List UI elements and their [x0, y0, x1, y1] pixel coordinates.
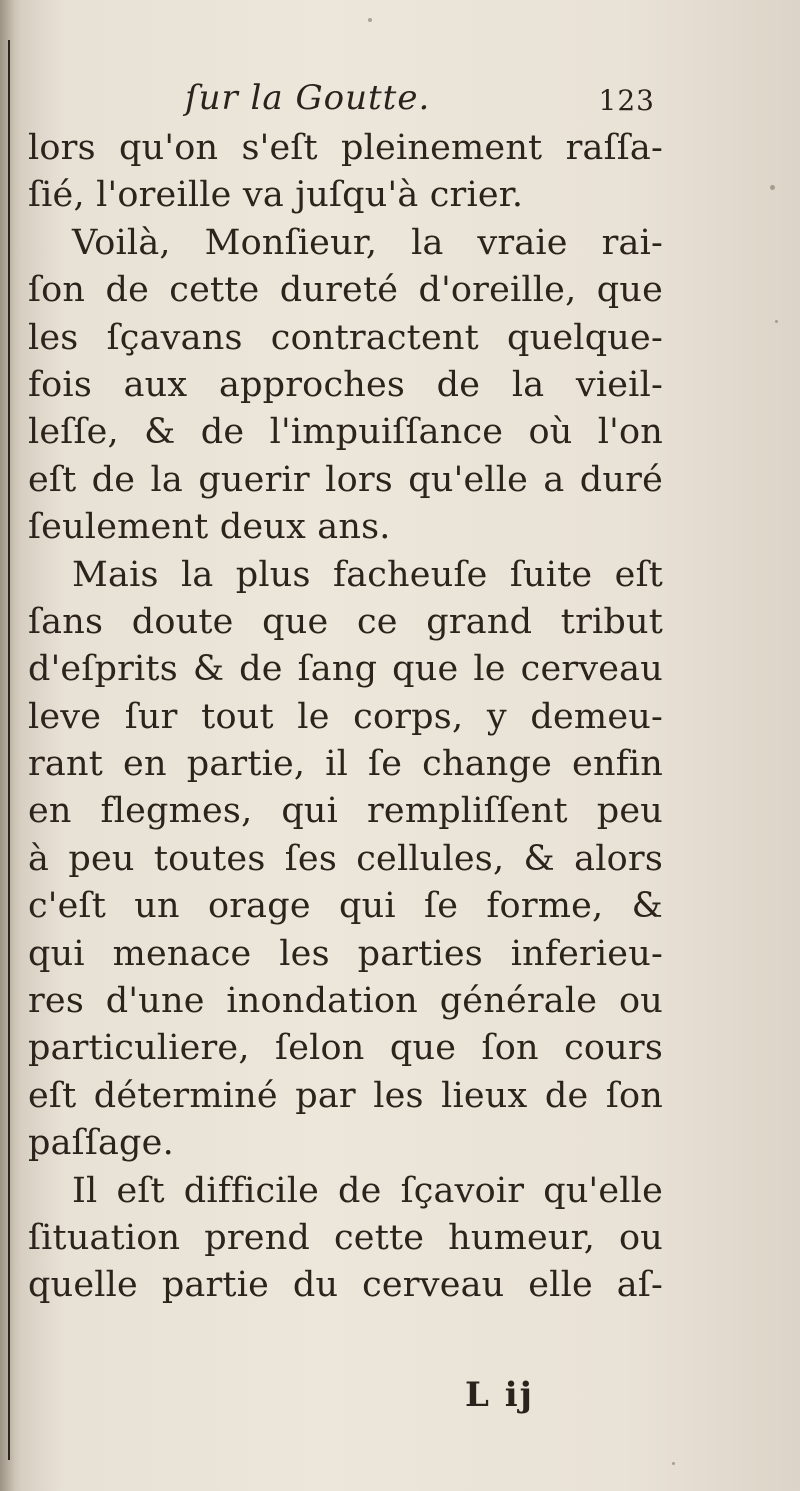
paragraph-start-line: Voilà, Monſieur, la vraie rai- — [72, 222, 663, 263]
text-line: rant en partie, il ſe change enfin — [28, 744, 663, 785]
running-title: ſur la Goutte. — [185, 78, 431, 118]
text-line: ſon de cette dureté d'oreille, que — [28, 270, 663, 311]
text-line: à peu toutes ſes cellules, & alors — [28, 838, 663, 879]
text-line: quelle partie du cerveau elle aſ- — [28, 1265, 663, 1306]
paper-speck — [672, 1462, 675, 1465]
text-line: ſié, l'oreille va juſqu'à crier. — [28, 175, 524, 216]
text-line: d'eſprits & de ſang que le cerveau — [28, 649, 663, 690]
text-line: particuliere, ſelon que ſon cours — [28, 1028, 663, 1069]
body-text — [28, 125, 663, 1310]
paper-speck — [368, 18, 372, 22]
text-line: les ſçavans contractent quelque- — [28, 317, 663, 358]
text-line: leve ſur tout le corps, y demeu- — [28, 696, 663, 737]
gutter-rule — [8, 40, 10, 1460]
text-line: lors qu'on s'eſt pleinement raſſa- — [28, 128, 663, 168]
paper-speck — [770, 185, 775, 190]
text-line: res d'une inondation générale ou — [28, 981, 663, 1022]
paragraph-start-line: Il eſt difficile de ſçavoir qu'elle — [72, 1170, 663, 1211]
text-line: en flegmes, qui rempliſſent peu — [28, 791, 663, 832]
text-line: eſt déterminé par les lieux de ſon — [28, 1075, 663, 1116]
text-line: paſſage. — [28, 1123, 174, 1164]
text-line: qui menace les parties inferieu- — [28, 933, 663, 974]
paper-speck — [775, 320, 778, 323]
text-line: ſans doute que ce grand tribut — [28, 601, 663, 642]
running-head — [185, 78, 655, 128]
text-line: ſeulement deux ans. — [28, 507, 391, 548]
text-line: fois aux approches de la vieil- — [28, 364, 663, 405]
text-line: ſituation prend cette humeur, ou — [28, 1217, 663, 1258]
page-number: 123 — [598, 84, 655, 117]
text-line: leſſe, & de l'impuiſſance où l'on — [28, 412, 663, 453]
signature-mark: L ij — [465, 1375, 534, 1415]
text-line: eſt de la guerir lors qu'elle a duré — [28, 459, 663, 500]
gutter-shadow — [0, 0, 22, 1491]
paragraph-start-line: Mais la plus facheuſe ſuite eſt — [72, 554, 663, 595]
text-line: c'eſt un orage qui ſe forme, & — [28, 886, 663, 927]
